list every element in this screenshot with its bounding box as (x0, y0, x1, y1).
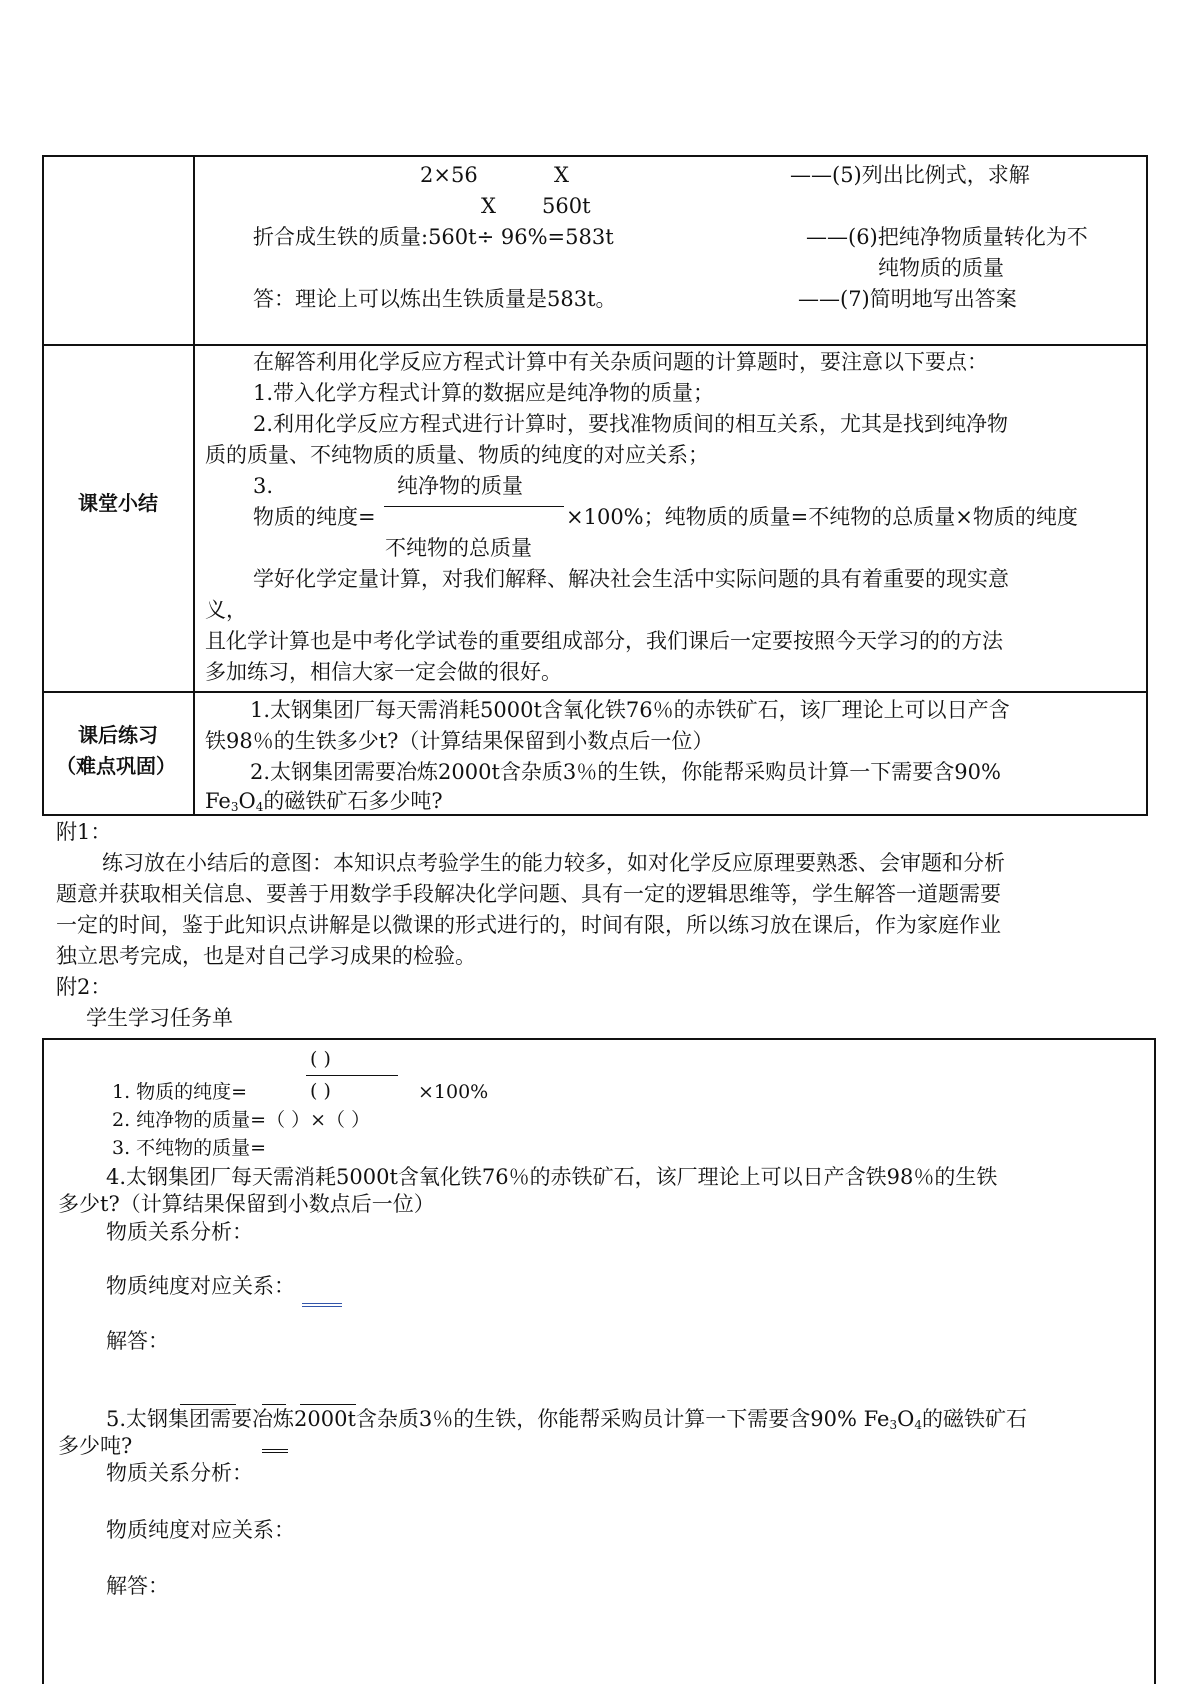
task-q5-relation: 物质关系分析： (106, 1461, 253, 1485)
q5-overline-2 (262, 1404, 286, 1405)
table-border-top (42, 155, 1148, 157)
q5-overline-1 (180, 1404, 236, 1405)
task-sheet-border-right (1154, 1038, 1156, 1684)
table-border-left (42, 155, 44, 816)
fraction-left: 物质的纯度= (253, 505, 376, 529)
blank-underline-1 (302, 1303, 342, 1304)
task-sheet-border-top (42, 1038, 1156, 1040)
answer-note: ——(7)简明地写出答案 (798, 287, 1017, 311)
task-1-fraction-bar (306, 1075, 398, 1076)
task-q5-purity: 物质纯度对应关系： (106, 1518, 295, 1542)
task-3: 3. 不纯物的质量= (112, 1137, 267, 1159)
table-column-divider (193, 155, 195, 816)
appendix1-line-3: 一定的时间，鉴于此知识点讲解是以微课的形式进行的，时间有限，所以练习放在课后，作为家庭作业 (56, 913, 1001, 937)
task-1-left: 1. 物质的纯度= (112, 1081, 248, 1103)
task-1-paren-top: ( ) (310, 1048, 331, 1070)
practice-q2a: 2.太钢集团需要冶炼2000t含杂质3％的生铁，你能帮采购员计算一下需要含90% (250, 760, 1001, 784)
eq-x2: X (481, 194, 496, 218)
appendix1-line-2: 题意并获取相关信息、要善于用数学手段解决化学问题、具有一定的逻辑思维等，学生解答一道题需要 (56, 882, 1001, 906)
task-q4b: 多少t?（计算结果保留到小数点后一位） (58, 1192, 435, 1216)
practice-q1b: 铁98％的生铁多少t?（计算结果保留到小数点后一位） (205, 729, 714, 753)
task-q4a: 4.太钢集团厂每天需消耗5000t含氧化铁76％的赤铁矿石，该厂理论上可以日产含铁98％的生铁 (106, 1165, 998, 1189)
summary-point-2b: 质的质量、不纯物质的质量、物质的纯度的对应关系； (205, 443, 709, 467)
practice-q2b: $Fe_3O_4$的磁铁矿石多少吨? (205, 789, 443, 814)
blank-underline-2 (302, 1306, 342, 1307)
convert-line: 折合成生铁的质量:560t÷ 96%=583t (253, 225, 614, 249)
task-q5a: 5.太钢集团需要冶炼2000t含杂质3％的生铁，你能帮采购员计算一下需要含90% $Fe_3O_4$的磁铁矿石 (106, 1407, 1027, 1432)
table-row-divider-1 (42, 344, 1148, 346)
task-q5-answer: 解答： (106, 1574, 169, 1598)
q5-overline-3 (300, 1404, 356, 1405)
task-2: 2. 纯净物的质量=（ ）×（ ） (112, 1109, 371, 1131)
appendix2-title: 附2： (56, 975, 112, 999)
task-q4-answer: 解答： (106, 1329, 169, 1353)
eq-left: 2×56 (420, 163, 478, 187)
blank-underline-4 (262, 1452, 288, 1453)
eq-560: 560t (542, 194, 591, 218)
summary-point-1: 1.带入化学方程式计算的数据应是纯净物的质量； (253, 381, 715, 405)
summary-point-4a: 学好化学定量计算，对我们解释、解决社会生活中实际问题的具有着重要的现实意 (253, 567, 1009, 591)
fraction-bar (384, 506, 564, 507)
summary-point-4b: 义， (205, 598, 247, 622)
appendix1-line-1: 练习放在小结后的意图：本知识点考验学生的能力较多，如对化学反应原理要熟悉、会审题和分析 (102, 851, 1005, 875)
summary-intro: 在解答利用化学反应方程式计算中有关杂质问题的计算题时，要注意以下要点： (253, 350, 988, 374)
eq-note: ——(5)列出比例式，求解 (790, 163, 1030, 187)
practice-sublabel: （难点巩固） (56, 754, 176, 778)
practice-label: 课后练习 (78, 723, 158, 747)
appendix1-title: 附1： (56, 820, 112, 844)
eq-x: X (554, 163, 569, 187)
summary-point-2a: 2.利用化学反应方程式进行计算时，要找准物质间的相互关系，尤其是找到纯净物 (253, 412, 1009, 436)
convert-note-1: ——(6)把纯净物质量转化为不 (806, 225, 1088, 249)
summary-label: 课堂小结 (78, 491, 158, 515)
convert-note-2: 纯物质的质量 (878, 256, 1004, 280)
summary-point-3-num: 3. (253, 474, 274, 498)
answer-line: 答：理论上可以炼出生铁质量是583t。 (253, 287, 617, 311)
fraction-numerator: 纯净物的质量 (397, 474, 523, 498)
fraction-right: ×100%；纯物质的质量=不纯物的总质量×物质的纯度 (566, 505, 1078, 529)
appendix1-line-4: 独立思考完成，也是对自己学习成果的检验。 (56, 944, 476, 968)
table-row-divider-2 (42, 691, 1148, 693)
blank-underline-3 (262, 1449, 288, 1450)
task-q4-relation: 物质关系分析： (106, 1220, 253, 1244)
task-q5b: 多少吨? (58, 1434, 133, 1458)
task-1-paren-bottom: ( ) (310, 1080, 331, 1102)
practice-q1a: 1.太钢集团厂每天需消耗5000t含氧化铁76％的赤铁矿石，该厂理论上可以日产含 (250, 698, 1010, 722)
task-1-right: ×100% (418, 1081, 489, 1103)
task-q4-purity: 物质纯度对应关系： (106, 1274, 295, 1298)
table-border-bottom (42, 814, 1148, 816)
summary-point-5b: 多加练习，相信大家一定会做的很好。 (205, 660, 562, 684)
fraction-denominator: 不纯物的总质量 (385, 536, 532, 560)
table-border-right (1146, 155, 1148, 816)
task-sheet-border-left (42, 1038, 44, 1684)
summary-point-5a: 且化学计算也是中考化学试卷的重要组成部分，我们课后一定要按照今天学习的的方法 (205, 629, 1003, 653)
task-sheet-title: 学生学习任务单 (86, 1006, 233, 1030)
